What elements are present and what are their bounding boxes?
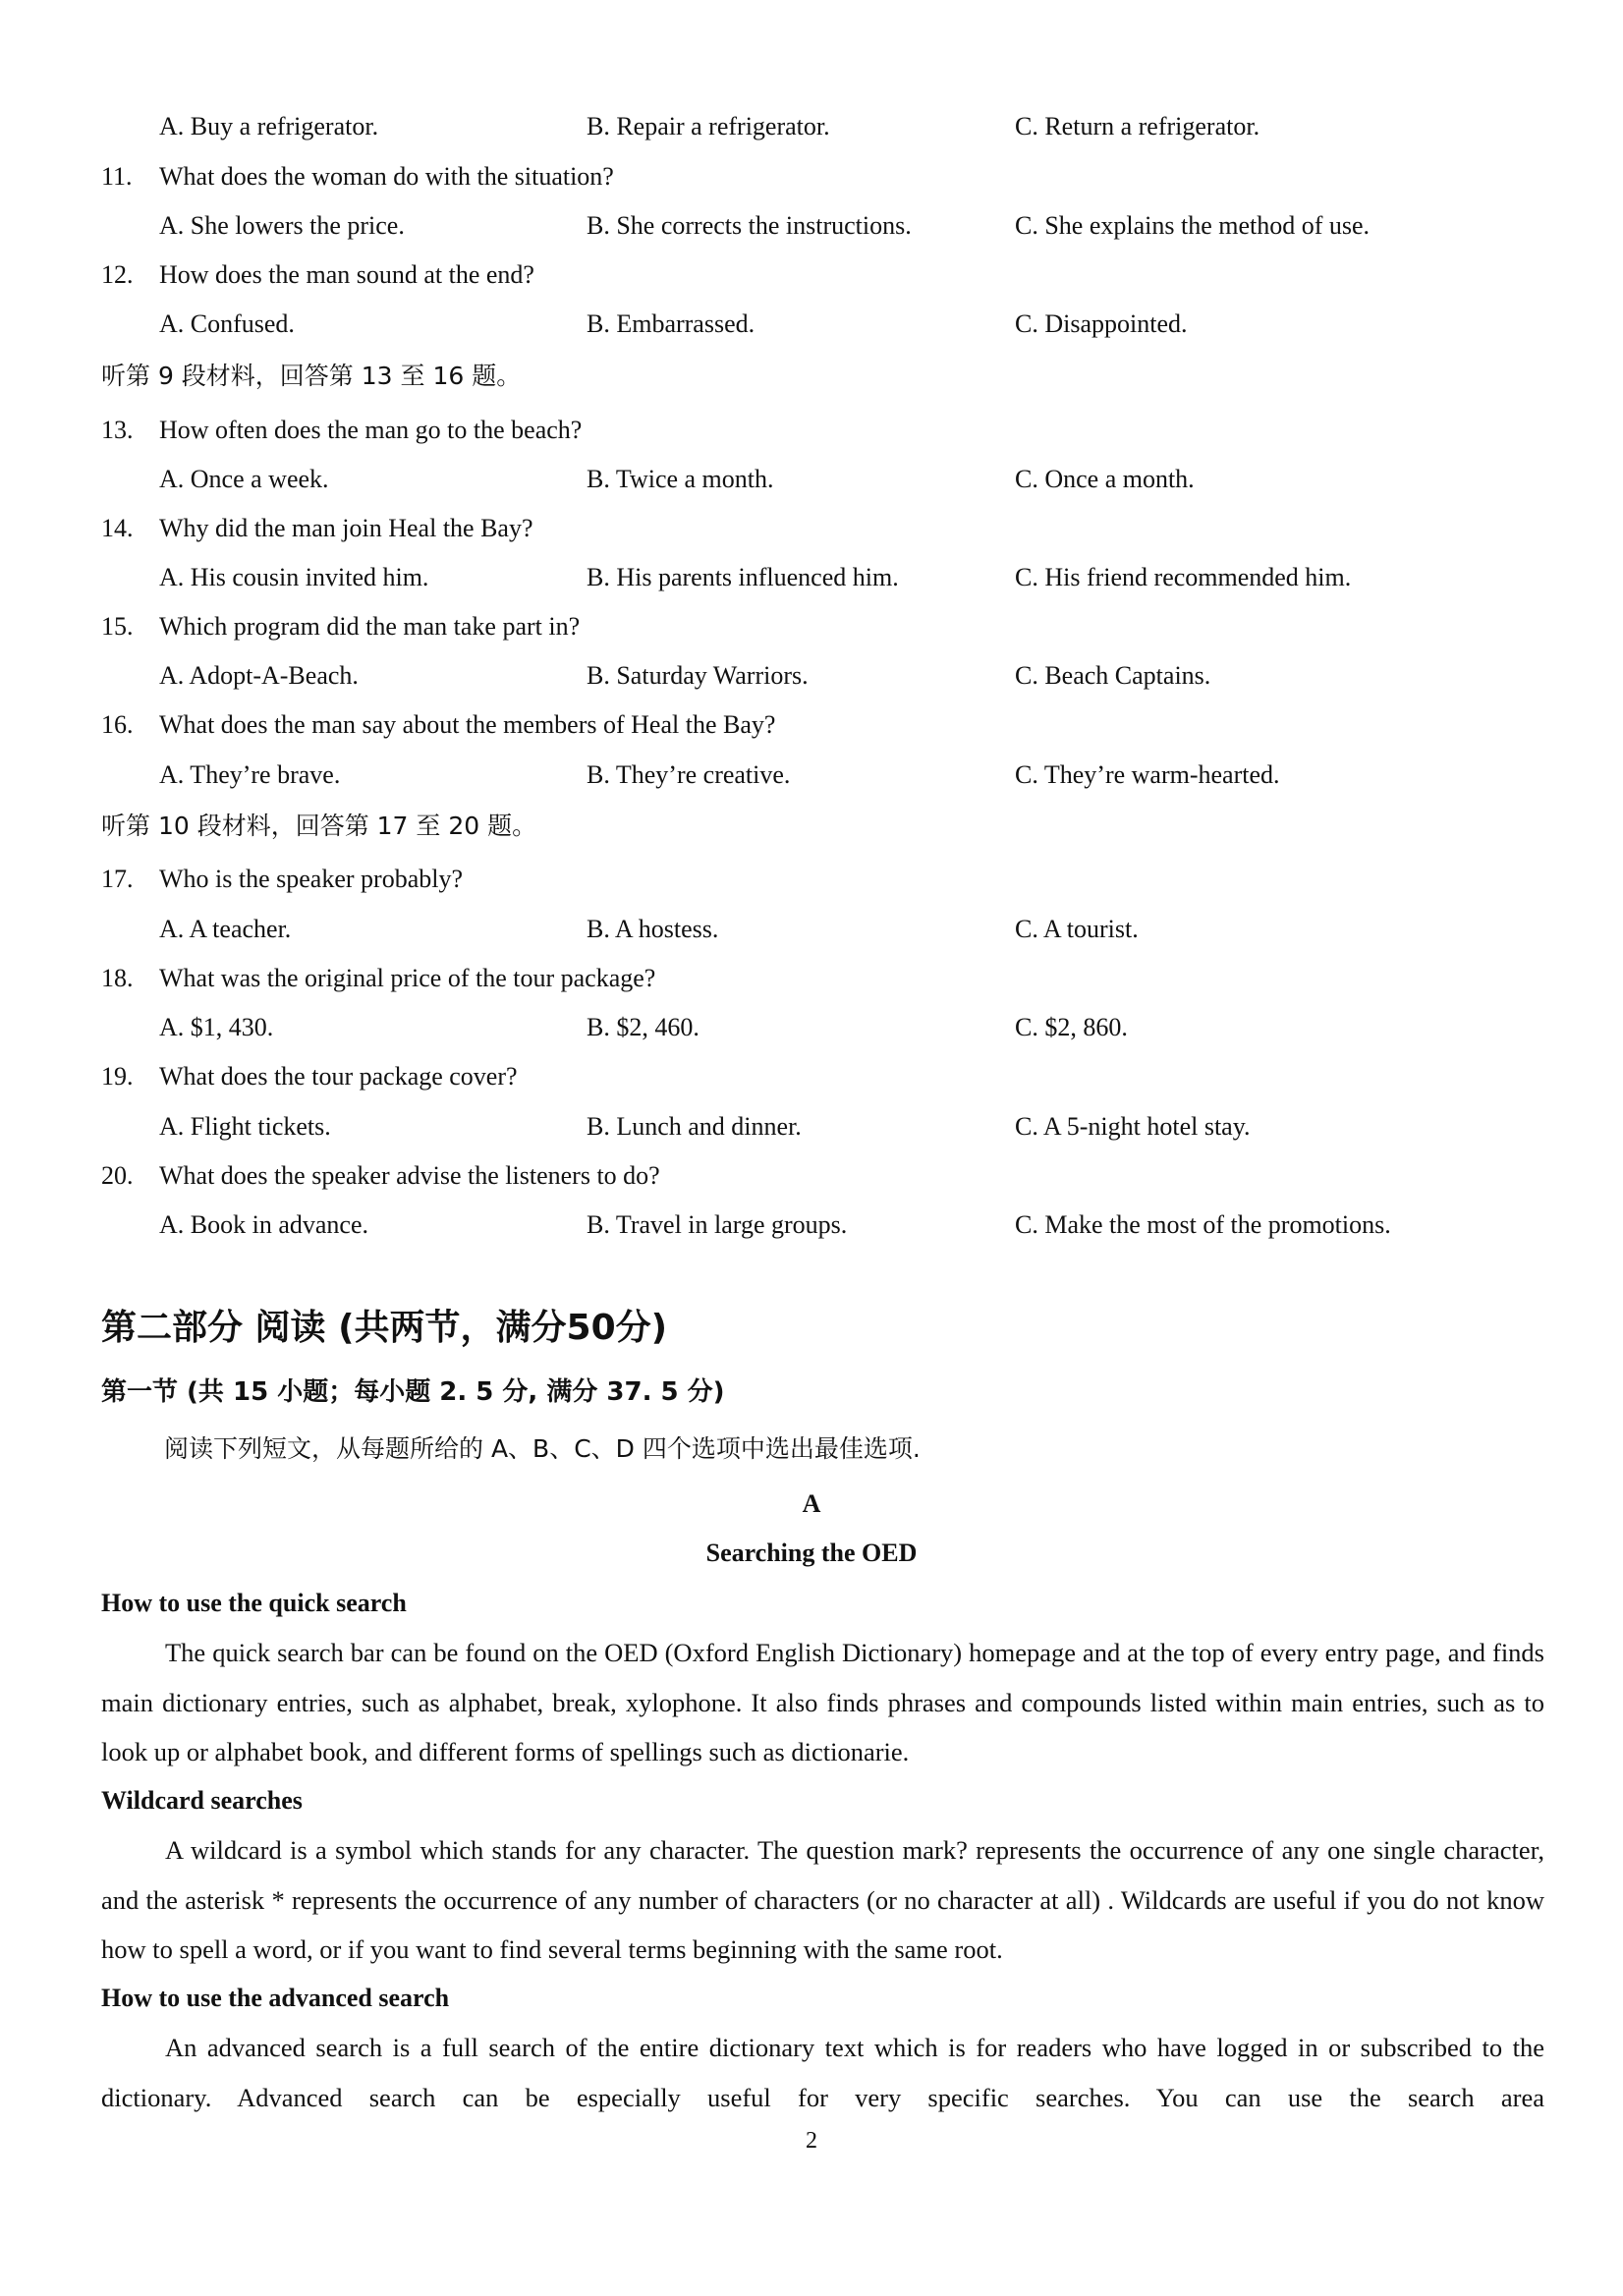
q18-option-c: C. $2, 860. xyxy=(1015,1013,1128,1041)
q14-text: Why did the man join Heal the Bay? xyxy=(159,514,533,542)
q11-option-c: C. She explains the method of use. xyxy=(1015,211,1371,240)
q19-option-a: A. Flight tickets. xyxy=(159,1112,331,1141)
q12-option-c: C. Disappointed. xyxy=(1015,309,1188,338)
q17-option-c: C. A tourist. xyxy=(1015,915,1139,943)
q20-option-c: C. Make the most of the promotions. xyxy=(1015,1210,1391,1239)
q18-option-b: B. $2, 460. xyxy=(587,1013,700,1041)
q16-option-a: A. They’re brave. xyxy=(159,760,341,789)
q18-number: 18. xyxy=(101,964,134,992)
q18-text: What was the original price of the tour package? xyxy=(159,964,656,992)
q19-text: What does the tour package cover? xyxy=(159,1062,518,1091)
q12-text: How does the man sound at the end? xyxy=(159,260,534,289)
passage-letter: A xyxy=(802,1489,821,1518)
q13-text: How often does the man go to the beach? xyxy=(159,416,583,444)
q16-option-c: C. They’re warm-hearted. xyxy=(1015,760,1280,789)
q11-number: 11. xyxy=(101,162,133,191)
q14-option-c: C. His friend recommended him. xyxy=(1015,563,1352,591)
q12-option-a: A. Confused. xyxy=(159,309,295,338)
q17-number: 17. xyxy=(101,865,134,893)
paragraph-wildcard: A wildcard is a symbol which stands for any character. The question mark? represents the occurrence of any one single character, and the asterisk * represents the occurrence of any number of characters (or no character at all) . Wildcards are useful if you do not know how to spell a word, or if you want to find several terms beginning with the same root. xyxy=(101,1835,1544,1964)
q14-number: 14. xyxy=(101,514,134,542)
part-two-title: 第二部分 阅读 (共两节，满分50分) xyxy=(101,1308,668,1348)
paragraph-advanced-search: An advanced search is a full search of the entire dictionary text which is for readers who have logged in or subscribed to the dictionary. Advanced search can be especially useful for very specific searches. You can use the search area xyxy=(101,2033,1544,2112)
q11-option-a: A. She lowers the price. xyxy=(159,211,405,240)
q15-option-c: C. Beach Captains. xyxy=(1015,661,1211,690)
q13-option-c: C. Once a month. xyxy=(1015,465,1195,493)
paragraph-quick-search: The quick search bar can be found on the OED (Oxford English Dictionary) homepage and at the top of every entry page, and finds main dictionary entries, such as alphabet, break, xylophone. It also finds phrases and compounds listed within main entries, such as to look up or alphabet book, and different forms of spellings such as dictionarie. xyxy=(101,1638,1544,1766)
section-one-title: 第一节 (共 15 小题；每小题 2. 5 分, 满分 37. 5 分) xyxy=(101,1377,725,1407)
page-number: 2 xyxy=(806,2128,817,2154)
q10-option-a: A. Buy a refrigerator. xyxy=(159,112,379,140)
passage-title: Searching the OED xyxy=(705,1539,918,1567)
listening-instruction-10: 听第 10 段材料，回答第 17 至 20 题。 xyxy=(101,812,537,840)
heading-quick-search: How to use the quick search xyxy=(101,1589,407,1617)
q12-number: 12. xyxy=(101,260,134,289)
heading-advanced-search: How to use the advanced search xyxy=(101,1984,450,2012)
q15-option-b: B. Saturday Warriors. xyxy=(587,661,809,690)
q17-option-b: B. A hostess. xyxy=(587,915,719,943)
heading-wildcard: Wildcard searches xyxy=(101,1786,303,1815)
listening-instruction-9: 听第 9 段材料，回答第 13 至 16 题。 xyxy=(101,362,522,390)
q13-option-b: B. Twice a month. xyxy=(587,465,774,493)
q11-text: What does the woman do with the situation? xyxy=(159,162,614,191)
q11-option-b: B. She corrects the instructions. xyxy=(587,211,912,240)
q20-option-b: B. Travel in large groups. xyxy=(587,1210,848,1239)
q14-option-b: B. His parents influenced him. xyxy=(587,563,899,591)
q10-option-c: C. Return a refrigerator. xyxy=(1015,112,1260,140)
q19-number: 19. xyxy=(101,1062,134,1091)
q17-option-a: A. A teacher. xyxy=(159,915,292,943)
q20-option-a: A. Book in advance. xyxy=(159,1210,369,1239)
q16-option-b: B. They’re creative. xyxy=(587,760,791,789)
q19-option-c: C. A 5-night hotel stay. xyxy=(1015,1112,1251,1141)
q13-option-a: A. Once a week. xyxy=(159,465,329,493)
q10-option-b: B. Repair a refrigerator. xyxy=(587,112,830,140)
q20-number: 20. xyxy=(101,1161,134,1190)
q14-option-a: A. His cousin invited him. xyxy=(159,563,429,591)
q12-option-b: B. Embarrassed. xyxy=(587,309,756,338)
q18-option-a: A. $1, 430. xyxy=(159,1013,274,1041)
q15-text: Which program did the man take part in? xyxy=(159,612,581,641)
q16-number: 16. xyxy=(101,710,134,739)
reading-directions: 阅读下列短文，从每题所给的 A、B、C、D 四个选项中选出最佳选项. xyxy=(164,1434,921,1463)
q16-text: What does the man say about the members of Heal the Bay? xyxy=(159,710,776,739)
q20-text: What does the speaker advise the listeners to do? xyxy=(159,1161,660,1190)
q15-option-a: A. Adopt-A-Beach. xyxy=(159,661,359,690)
q19-option-b: B. Lunch and dinner. xyxy=(587,1112,802,1141)
q13-number: 13. xyxy=(101,416,134,444)
q15-number: 15. xyxy=(101,612,134,641)
q17-text: Who is the speaker probably? xyxy=(159,865,464,893)
